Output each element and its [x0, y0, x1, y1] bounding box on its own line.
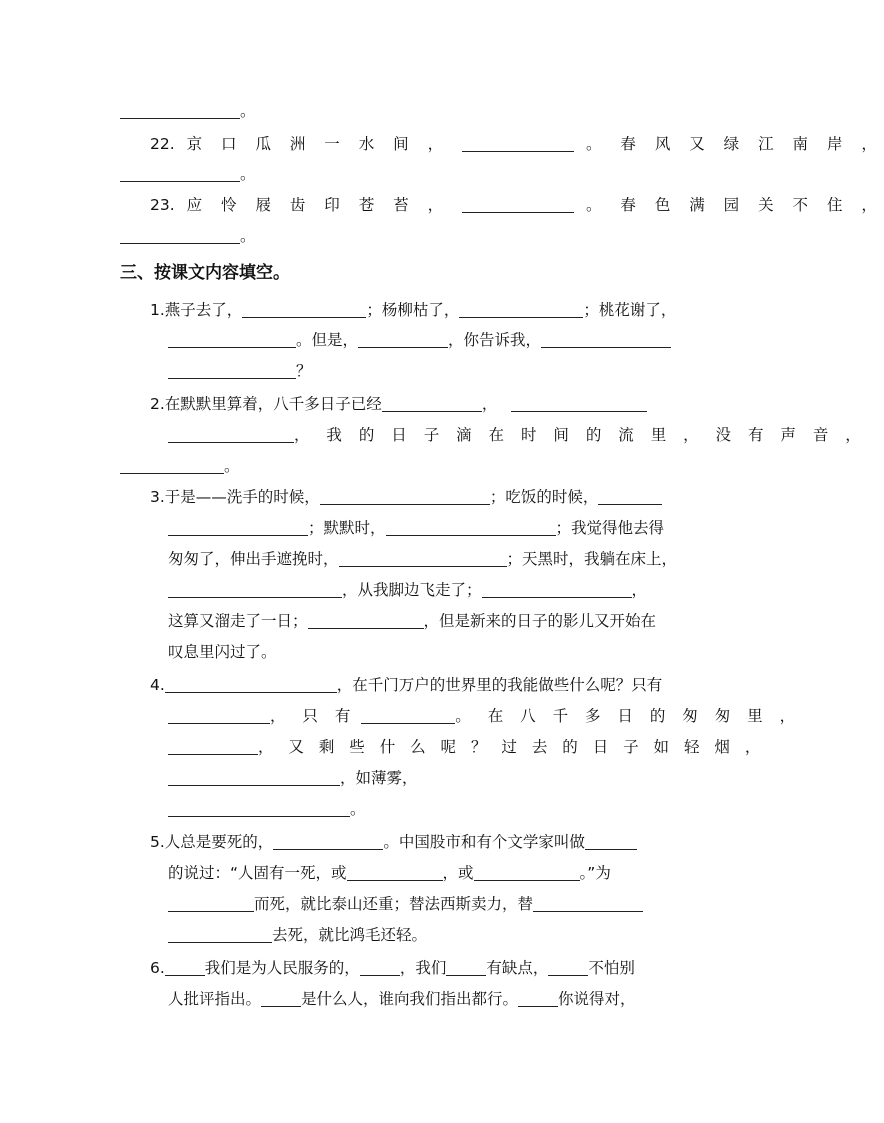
question-number: 3. — [150, 488, 165, 506]
answer-blank[interactable] — [533, 895, 643, 912]
answer-blank[interactable] — [168, 707, 270, 724]
answer-blank[interactable] — [358, 331, 448, 348]
answer-blank[interactable] — [168, 738, 258, 755]
answer-blank[interactable] — [168, 926, 272, 943]
passage-2-line-3: 。 — [120, 455, 240, 477]
answer-blank[interactable] — [598, 488, 662, 505]
answer-blank[interactable] — [446, 959, 486, 976]
passage-4-line-1: 4. ，在千门万户的世界里的我能做些什么呢？只有 — [150, 676, 663, 694]
answer-blank[interactable] — [120, 102, 240, 119]
question-22-cont: 。 — [120, 163, 256, 185]
question-23-cont: 。 — [120, 225, 256, 247]
answer-blank[interactable] — [120, 165, 240, 182]
answer-blank[interactable] — [273, 833, 383, 850]
question-text: 京 口 瓜 洲 一 水 间 ， — [186, 135, 451, 153]
answer-blank[interactable] — [585, 833, 637, 850]
answer-blank[interactable] — [518, 990, 558, 1007]
question-22 — [150, 133, 884, 155]
passage-1-line-1: 1.燕子去了， ；杨柳枯了， ；桃花谢了， — [150, 301, 677, 319]
answer-blank[interactable] — [168, 519, 308, 536]
passage-6-line-1: 6. 我们是为人民服务的， ，我们 有缺点， 不怕别 — [150, 959, 635, 977]
answer-blank[interactable] — [541, 331, 671, 348]
passage-1-line-3: ？ — [168, 360, 312, 382]
answer-blank[interactable] — [347, 864, 443, 881]
answer-blank[interactable] — [339, 550, 507, 567]
question-text: 。 春 风 又 绿 江 南 岸 ， — [585, 135, 884, 153]
answer-blank[interactable] — [168, 769, 340, 786]
answer-blank[interactable] — [548, 959, 588, 976]
answer-blank[interactable] — [168, 426, 294, 443]
answer-blank[interactable] — [308, 612, 424, 629]
passage-4-line-4: ，如薄雾， — [168, 767, 418, 789]
answer-blank[interactable] — [474, 864, 580, 881]
answer-blank[interactable] — [360, 959, 400, 976]
passage-3-line-4: ，从我脚边飞走了； ， — [168, 579, 647, 601]
section-heading: 三、按课文内容填空。 — [120, 263, 290, 283]
answer-blank[interactable] — [382, 395, 482, 412]
passage-4-line-3: ， 又 剩 些 什 么 呢 ？ 过 去 的 日 子 如 轻 烟 ， — [168, 736, 765, 758]
passage-5-line-2: 的说过：“人固有一死，或 ，或 。”为 — [168, 864, 611, 882]
answer-blank[interactable] — [120, 457, 224, 474]
passage-3-line-5: 这算又溜走了一日； ，但是新来的日子的影儿又开始在 — [168, 612, 657, 630]
question-number: 22. — [150, 135, 175, 153]
answer-blank[interactable] — [386, 519, 556, 536]
answer-blank[interactable] — [168, 331, 296, 348]
answer-blank[interactable] — [168, 800, 350, 817]
passage-4-line-2: ， 只 有 。 在 八 千 多 日 的 匆 匆 里 ， — [168, 705, 801, 727]
question-number: 2. — [150, 395, 165, 413]
answer-blank[interactable] — [165, 676, 337, 693]
passage-1-line-2: 。但是， ，你告诉我， — [168, 329, 671, 351]
q21-tail: 。 — [120, 100, 256, 122]
answer-blank[interactable] — [165, 959, 205, 976]
answer-blank[interactable] — [462, 196, 574, 213]
question-number: 6. — [150, 959, 165, 977]
passage-5-line-1: 5.人总是要死的， 。中国股市和有个文学家叫做 — [150, 831, 637, 853]
passage-6-line-2: 人批评指出。 是什么人，谁向我们指出都行。 你说得对， — [168, 990, 636, 1008]
question-23 — [150, 194, 884, 216]
question-text: 应 怜 屐 齿 印 苍 苔 ， — [186, 196, 451, 214]
answer-blank[interactable] — [361, 707, 455, 724]
question-number: 1. — [150, 301, 165, 319]
answer-blank[interactable] — [168, 362, 296, 379]
passage-4-line-5: 。 — [168, 798, 366, 820]
passage-3-line-3: 匆匆了，伸出手遮挽时， ；天黑时，我躺在床上， — [168, 550, 678, 568]
passage-3-line-2: ；默默时， ；我觉得他去得 — [168, 517, 664, 539]
question-number: 4. — [150, 676, 165, 694]
answer-blank[interactable] — [459, 301, 583, 318]
answer-blank[interactable] — [320, 488, 490, 505]
passage-5-line-3: 而死，就比泰山还重；替法西斯卖力，替 — [168, 893, 643, 915]
passage-3-line-6: 叹息里闪过了。 — [168, 643, 277, 661]
passage-2-line-2: ， 我 的 日 子 滴 在 时 间 的 流 里 ， 没 有 声 音 ， — [168, 424, 867, 446]
question-number: 5. — [150, 833, 165, 851]
passage-3-line-1: 3.于是——洗手的时候， ；吃饭的时候， — [150, 486, 662, 508]
answer-blank[interactable] — [482, 581, 632, 598]
passage-5-line-4: 去死，就比鸿毛还轻。 — [168, 924, 427, 946]
question-text: 。 春 色 满 园 关 不 住 ， — [585, 196, 884, 214]
answer-blank[interactable] — [168, 895, 254, 912]
answer-blank[interactable] — [511, 395, 647, 412]
answer-blank[interactable] — [168, 581, 342, 598]
passage-2-line-1: 2.在默默里算着，八千多日子已经 ， — [150, 393, 647, 415]
answer-blank[interactable] — [462, 135, 574, 152]
answer-blank[interactable] — [242, 301, 366, 318]
answer-blank[interactable] — [120, 227, 240, 244]
answer-blank[interactable] — [261, 990, 301, 1007]
question-number: 23. — [150, 196, 175, 214]
